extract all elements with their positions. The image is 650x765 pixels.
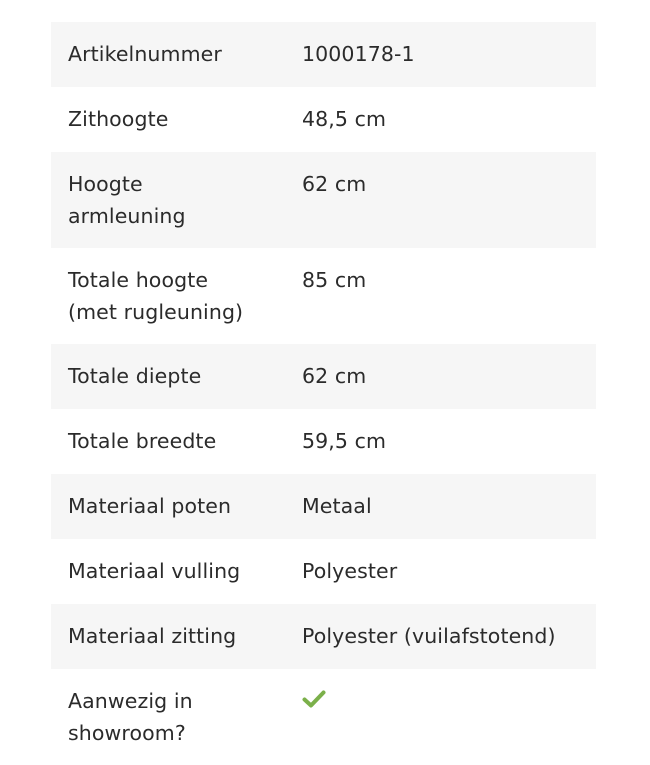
spec-value: Metaal	[302, 494, 372, 518]
spec-value	[302, 685, 596, 718]
spec-value: Polyester	[302, 559, 398, 583]
spec-label: Hoogte armleuning	[68, 172, 186, 228]
spec-row-zithoogte	[51, 87, 596, 152]
spec-label: Totale hoogte (met rugleuning)	[68, 268, 244, 324]
spec-row-totale-hoogte	[51, 248, 596, 344]
spec-label: Aanwezig in showroom?	[68, 689, 193, 745]
spec-label: Totale breedte	[68, 429, 217, 453]
spec-row-materiaal-zitting	[51, 604, 596, 669]
spec-row-hoogte-armleuning	[51, 152, 596, 248]
spec-value: 59,5 cm	[302, 429, 387, 453]
spec-row-totale-diepte	[51, 344, 596, 409]
spec-row-totale-breedte	[51, 409, 596, 474]
spec-value: 62 cm	[302, 172, 367, 196]
spec-label: Artikelnummer	[68, 42, 222, 66]
spec-row-materiaal-poten	[51, 474, 596, 539]
product-specifications-table	[51, 22, 596, 765]
spec-label: Zithoogte	[68, 107, 169, 131]
spec-label: Materiaal zitting	[68, 624, 237, 648]
spec-row-artikelnummer	[51, 22, 596, 87]
checkmark-icon	[302, 689, 326, 709]
spec-row-materiaal-vulling	[51, 539, 596, 604]
spec-value: 48,5 cm	[302, 107, 387, 131]
spec-label: Materiaal vulling	[68, 559, 241, 583]
spec-label: Materiaal poten	[68, 494, 232, 518]
spec-value: Polyester (vuilafstotend)	[302, 624, 556, 648]
spec-value: 1000178-1	[302, 42, 415, 66]
spec-row-aanwezig-showroom	[51, 669, 596, 765]
spec-value: 85 cm	[302, 268, 367, 292]
spec-value: 62 cm	[302, 364, 367, 388]
spec-label: Totale diepte	[68, 364, 202, 388]
